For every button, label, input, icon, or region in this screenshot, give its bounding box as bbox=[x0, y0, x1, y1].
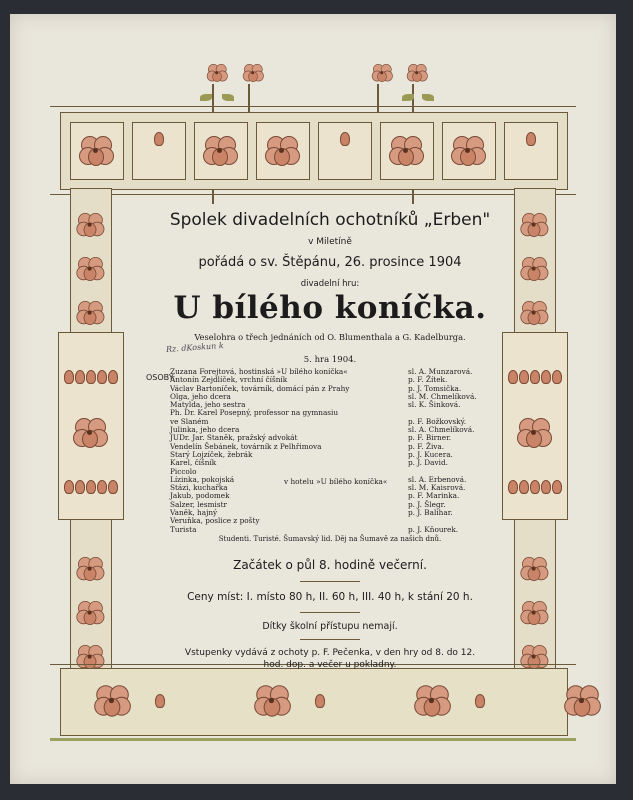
pansy-icon bbox=[520, 557, 547, 581]
pansy-icon bbox=[372, 64, 392, 82]
pansy-icon bbox=[520, 645, 547, 669]
date-line: pořádá o sv. Štěpánu, 26. prosince 1904 bbox=[198, 255, 462, 270]
pansy-icon bbox=[451, 136, 485, 166]
role-name: Turista bbox=[170, 524, 197, 534]
role-name: Olga, jeho dcera bbox=[170, 391, 231, 401]
pansy-icon bbox=[520, 213, 547, 237]
tulip-icon bbox=[340, 132, 350, 146]
cast-list bbox=[146, 368, 516, 534]
tulip-icon bbox=[155, 694, 165, 708]
tulip-icon bbox=[552, 370, 562, 384]
play-number: 5. hra 1904. bbox=[303, 355, 357, 365]
tulip-icon bbox=[541, 480, 551, 494]
prices: Ceny míst: I. místo 80 h, II. 60 h, III. 40 h, k stání 20 h. bbox=[187, 591, 473, 603]
handwritten-note: Rz. dKoskun k bbox=[165, 340, 224, 355]
society-name: Spolek divadelních ochotníků „Erben" bbox=[169, 210, 491, 230]
poster bbox=[10, 14, 616, 784]
actor-name: sl. M. Kaisrová. bbox=[408, 483, 466, 493]
tulip-icon bbox=[519, 480, 529, 494]
ornament-tile bbox=[318, 122, 372, 180]
cast-row bbox=[146, 517, 516, 525]
role-name: Jakub, podomek bbox=[170, 491, 230, 501]
actor-name: p. J. Tomsička. bbox=[408, 383, 462, 393]
role-name: Lízinka, pokojská bbox=[170, 474, 235, 484]
tulip-icon bbox=[64, 370, 74, 384]
pansy-icon bbox=[76, 601, 103, 625]
role-name: JUDr. Jar. Staněk, pražský advokát bbox=[170, 433, 298, 443]
cast-row bbox=[146, 526, 516, 534]
pansy-icon bbox=[520, 301, 547, 325]
pansy-icon bbox=[76, 213, 103, 237]
tulip-icon bbox=[97, 480, 107, 494]
actor-name: sl. A. Munzarová. bbox=[408, 367, 473, 376]
pansy-icon bbox=[76, 557, 103, 581]
actor-name: p. F. Žítek. bbox=[408, 375, 448, 385]
pansy-icon bbox=[520, 601, 547, 625]
pansy-icon bbox=[407, 64, 427, 82]
role-name: Ph. Dr. Karel Posepný, professor na gymnasiu bbox=[170, 408, 339, 418]
tulip-icon bbox=[108, 480, 118, 494]
play-title: U bílého koníčka. bbox=[173, 290, 487, 326]
tulip-icon bbox=[530, 480, 540, 494]
tulip-icon bbox=[97, 370, 107, 384]
pansy-icon bbox=[76, 645, 103, 669]
start-time: Začátek o půl 8. hodině večerní. bbox=[233, 558, 427, 572]
tulip-icon bbox=[86, 480, 96, 494]
cast-footer: Studenti. Turisté. Šumavský lid. Děj na Šumavě za našich dnů. bbox=[218, 535, 442, 543]
role-name: Antonín Zejdlíček, vrchní číšník bbox=[170, 375, 288, 385]
subtitle: Veselohra o třech jednáních od O. Blumenthala a G. Kadelburga. bbox=[194, 332, 466, 342]
tickets-line-1: Vstupenky vydává z ochoty p. F. Pečenka, v den hry od 8. do 12. bbox=[184, 648, 476, 658]
actor-name: p. J. David. bbox=[408, 458, 448, 468]
tulip-icon bbox=[519, 370, 529, 384]
pansy-icon bbox=[94, 685, 130, 717]
actor-name: sl. K. Šinková. bbox=[408, 400, 461, 410]
actor-name: p. J. Balihar. bbox=[408, 508, 453, 518]
actor-name: p. F. Birner. bbox=[408, 433, 452, 443]
event-type: divadelní hru: bbox=[300, 279, 360, 289]
text-panel bbox=[140, 204, 520, 674]
tulip-icon bbox=[530, 370, 540, 384]
pansy-icon bbox=[243, 64, 263, 82]
actor-name: p. F. Božkovský. bbox=[408, 416, 467, 426]
cast-row bbox=[146, 459, 516, 467]
tulip-icon bbox=[315, 694, 325, 708]
tulip-icon bbox=[526, 132, 536, 146]
school-note: Dítky školní přístupu nemají. bbox=[262, 621, 398, 632]
actor-name: p. J. Kucera. bbox=[408, 449, 453, 459]
ornament-tile bbox=[504, 122, 558, 180]
place: v Miletíně bbox=[308, 237, 352, 247]
pansy-icon bbox=[254, 685, 290, 717]
pansy-icon bbox=[517, 418, 551, 448]
actor-name: sl. A. Erbenová. bbox=[408, 474, 467, 484]
actor-name: sl. M. Chmelíková. bbox=[408, 391, 477, 401]
pansy-icon bbox=[73, 418, 107, 448]
pansy-icon bbox=[76, 257, 103, 281]
role-name: Veruňka, poslice z pošty bbox=[170, 516, 260, 526]
actor-name: p. F. Marinka. bbox=[408, 491, 460, 501]
actor-name: p. J. Šlegr. bbox=[408, 499, 446, 509]
tulip-icon bbox=[475, 694, 485, 708]
pansy-icon bbox=[414, 685, 450, 717]
ornament-tile bbox=[132, 122, 186, 180]
pansy-icon bbox=[389, 136, 423, 166]
tulip-icon bbox=[154, 132, 164, 146]
pansy-icon bbox=[520, 257, 547, 281]
role-name: Salzer, lesmistr bbox=[170, 499, 227, 509]
tulip-icon bbox=[75, 480, 85, 494]
role-name: ve Slaném bbox=[170, 416, 209, 426]
tulip-icon bbox=[64, 480, 74, 494]
role-name: Václav Bartoníček, továrník, domácí pán z Prahy bbox=[170, 383, 350, 393]
pansy-icon bbox=[207, 64, 227, 82]
pansy-icon bbox=[564, 685, 600, 717]
role-name: Zuzana Forejtová, hostinská »U bílého koníčka« bbox=[170, 367, 348, 376]
role-name: Matylda, jeho sestra bbox=[170, 400, 246, 410]
tulip-icon bbox=[108, 370, 118, 384]
role-name: Vendelín Šebánek, továrník z Pelhřimova bbox=[170, 441, 322, 451]
pansy-icon bbox=[265, 136, 299, 166]
actor-name: sl. A. Chmelíková. bbox=[408, 425, 475, 435]
pansy-icon bbox=[79, 136, 113, 166]
role-name: Karel, číšník bbox=[170, 458, 217, 468]
tulip-icon bbox=[541, 370, 551, 384]
role-name: Piccolo bbox=[170, 466, 197, 476]
tulip-icon bbox=[75, 370, 85, 384]
role-name: Stázi, kuchařka bbox=[170, 483, 228, 493]
actor-name: p. F. Živa. bbox=[408, 441, 445, 451]
tickets-line-2: hod. dop. a večer u pokladny. bbox=[263, 660, 397, 670]
pansy-icon bbox=[76, 301, 103, 325]
role-name: Julinka, jeho dcera bbox=[170, 425, 240, 435]
bottom-ornament-band bbox=[60, 668, 568, 736]
tulip-icon bbox=[552, 480, 562, 494]
tulip-icon bbox=[86, 370, 96, 384]
role-name: Starý Lojzíček, žebrák bbox=[170, 449, 253, 459]
pansy-icon bbox=[203, 136, 237, 166]
hotel-note: v hotelu »U bílého koníčka« bbox=[284, 477, 388, 486]
actor-name: p. J. Kňourek. bbox=[408, 524, 459, 534]
role-name: Vaněk, hajný bbox=[170, 508, 218, 518]
cast-label: OSOBY: bbox=[146, 373, 176, 382]
